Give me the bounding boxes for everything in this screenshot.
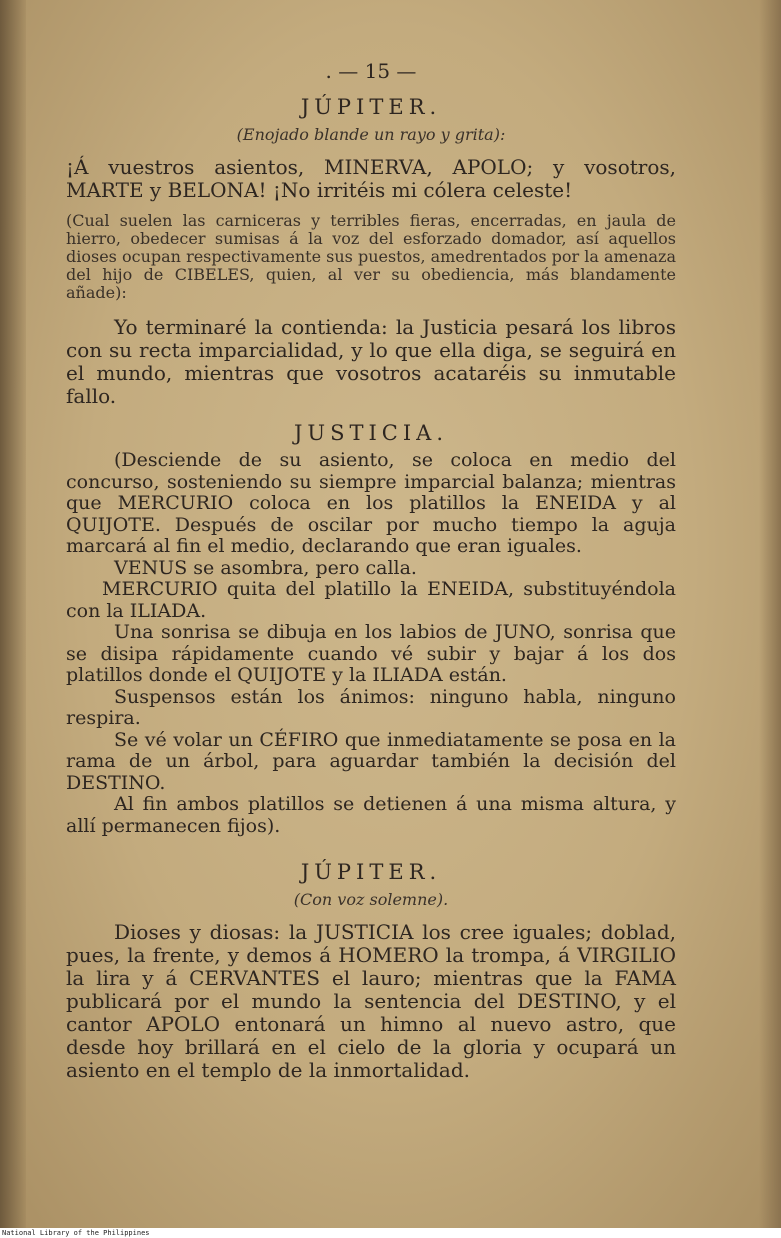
narrative-paragraph: (Desciende de su asiento, se coloca en medio del concurso, sosteniendo su siempre imparcial balanza; mientras que MERCURIO coloca en los platillos la ENEIDA y al QUIJOTE. Después de oscilar por mucho tiempo la aguja marcará al fin el medio, declarando que eran iguales. [66,449,676,557]
narrative-paragraph: VENUS se asombra, pero calla. [114,556,417,579]
page-content [66,60,676,1092]
narrative-paragraph: Una sonrisa se dibuja en los labios de JUNO, sonrisa que se disipa rápidamente cuando vé subir y bajar á los dos platillos donde el QUIJOTE y la ILIADA están. [66,621,676,686]
stage-paragraph: (Cual suelen las carniceras y terribles fieras, encerradas, en jaula de hierro, obedecer sumisas á la voz del esforzado domador, así aquellos dioses ocupan respectivamente sus puestos, amedrentados por la amenaza del hijo de CIBELES, quien, al ver su obediencia, más blandamente añade): [66,211,676,302]
narrative-paragraph: Se vé volar un CÉFIRO que inmediatamente se posa en la rama de un árbol, para aguardar también la decisión del DESTINO. [66,728,676,794]
narrative-paragraph: Suspensos están los ánimos: ninguno habla, ninguno respira. [66,685,676,729]
dialogue-paragraph: ¡Á vuestros asientos, MINERVA, APOLO; y vosotros, MARTE y BELONA! ¡No irritéis mi cólera celeste! [66,155,676,202]
speaker-heading-justicia: JUSTICIA. [293,421,448,445]
narrative-paragraph: MERCURIO quita del platillo la ENEIDA, substituyéndola con la ILIADA. [66,578,676,622]
stage-direction: (Enojado blande un rayo y grita): [236,125,506,144]
footer-text: National Library of the Philippines [2,1229,150,1237]
stage-direction: (Con voz solemne). [293,890,449,909]
speaker-heading-jupiter-2: JÚPITER. [300,860,442,884]
page-right-edge [759,0,781,1228]
narrative-paragraph: Al fin ambos platillos se detienen á una misma altura, y allí permanecen fijos). [66,793,676,837]
dialogue-paragraph: Yo terminaré la contienda: la Justicia pesará los libros con su recta imparcialidad, y lo que ella diga, se seguirá en el mundo, mientras que vosotros acataréis su inmutable fallo. [66,315,676,408]
page-binding-edge [0,0,26,1228]
library-footer [0,1228,781,1238]
dialogue-paragraph: Dioses y diosas: la JUSTICIA los cree iguales; doblad, pues, la frente, y demos á HOMERO la trompa, á VIRGILIO la lira y á CERVANTES el lauro; mientras que la FAMA publicará por el mundo la sentencia del DESTINO, y el cantor APOLO entonará un himno al nuevo astro, que desde hoy brillará en el cielo de la gloria y ocupará un asiento en el templo de la inmortalidad. [66,920,676,1082]
speaker-heading-jupiter: JÚPITER. [300,95,442,119]
page-number: . — 15 — [325,59,417,83]
